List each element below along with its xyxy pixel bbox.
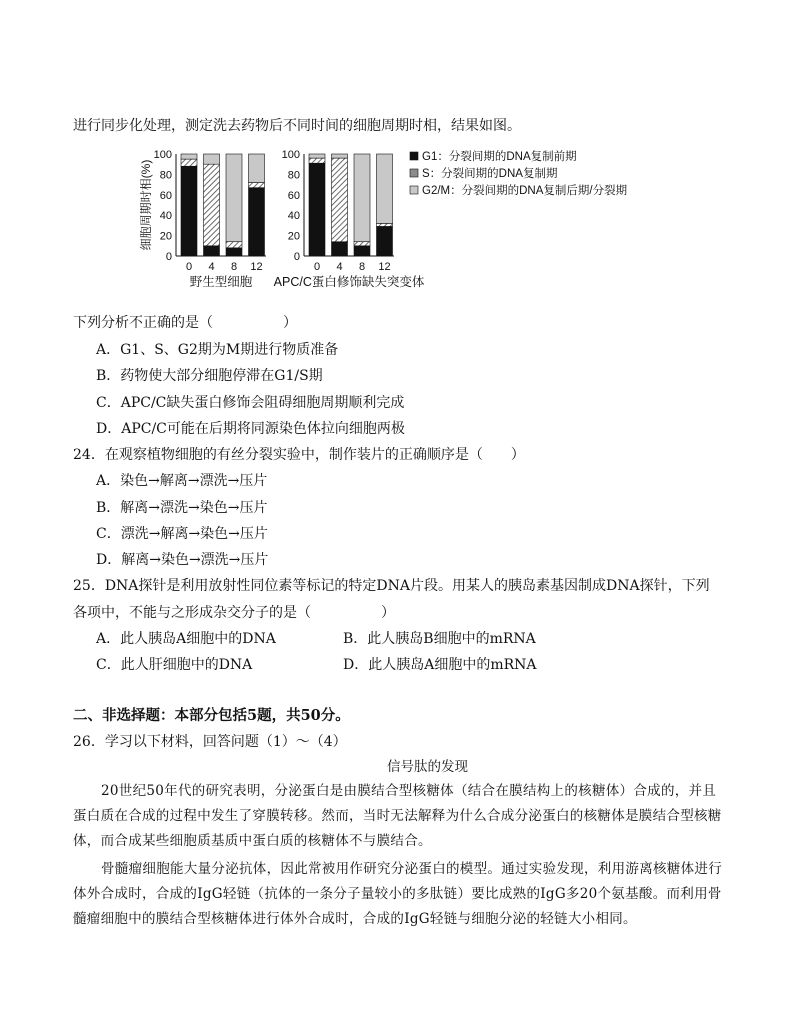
y-tick-label: 60	[159, 189, 172, 202]
bar-segment	[226, 248, 242, 256]
q24-option-c: C．漂洗→解离→染色→压片	[96, 526, 268, 542]
q23-option-b: B．药物使大部分细胞停滞在G1/S期	[96, 368, 323, 384]
x-tick-label: 4	[208, 261, 215, 273]
x-tick-label: 8	[358, 261, 366, 273]
q24-option-d: D．解离→染色→漂洗→压片	[96, 552, 269, 568]
section-heading: 二、非选择题：本部分包括5题，共50分。	[73, 707, 350, 724]
bar-segment	[354, 242, 370, 246]
q23-option-a: A．G1、S、G2期为M期进行物质准备	[96, 342, 339, 358]
x-tick-label: 12	[378, 261, 391, 273]
bar-segment	[204, 154, 220, 164]
q23-option-d: D．APC/C可能在后期将同源染色体拉向细胞两极	[96, 421, 405, 437]
cell-cycle-chart-svg	[140, 142, 680, 302]
article-paragraph-2: 骨髓瘤细胞能大量分泌抗体，因此常被用作研究分泌蛋白的模型。通过实验发现，利用游离核糖体进行体外合成时，合成的IgG轻链（抗体的一条分子量较小的多肽链）要比成熟的IgG多20个氨基酸。而利用骨髓瘤细胞中的膜结合型核糖体进行体外合成时，合成的IgG轻链与细胞分泌的轻链大小相同。	[73, 861, 722, 927]
y-tick-label: 100	[281, 149, 300, 161]
x-tick-label: 8	[230, 261, 238, 273]
chart-panel-1	[140, 149, 266, 289]
legend	[410, 149, 628, 197]
q26-stem: 26．学习以下材料，回答问题（1）～（4）	[73, 734, 347, 750]
y-tick-label: 0	[165, 251, 172, 263]
q25-option-c: C．此人肝细胞中的DNA	[96, 657, 253, 673]
legend-label: G2/M：分裂间期的DNA复制后期/分裂期	[422, 185, 628, 197]
y-tick-label: 20	[287, 230, 300, 243]
legend-label: S：分裂间期的DNA复制期	[422, 168, 558, 180]
legend-swatch	[410, 152, 418, 160]
bar-segment	[226, 154, 242, 242]
bar-segment	[309, 158, 325, 163]
bar-segment	[354, 154, 370, 242]
bar-segment	[204, 246, 220, 256]
q24-stem: 24．在观察植物细胞的有丝分裂实验中，制作装片的正确顺序是（ ）	[73, 447, 525, 463]
bar-segment	[332, 154, 348, 158]
article-paragraph-1: 20世纪50年代的研究表明，分泌蛋白是由膜结合型核糖体（结合在膜结构上的核糖体）合成的，并且蛋白质在合成的过程中发生了穿膜转移。然而，当时无法解释为什么合成分泌蛋白的核糖体是膜结合型核糖体，而合成某些细胞质基质中蛋白质的核糖体不与膜结合。	[73, 783, 722, 849]
y-axis-label: 细胞周期时相(%)	[140, 159, 153, 251]
y-tick-label: 100	[153, 149, 172, 161]
q23-stem: 下列分析不正确的是（ ）	[73, 315, 297, 331]
y-tick-label: 0	[293, 251, 300, 263]
bar-segment	[181, 154, 197, 159]
bar-segment	[377, 223, 393, 226]
legend-swatch	[410, 169, 418, 177]
chart-panel-2	[274, 149, 425, 289]
cell-cycle-figure	[140, 142, 680, 302]
q25-option-d: D．此人胰岛A细胞中的mRNA	[343, 657, 537, 673]
panel-title: 野生型细胞	[189, 275, 253, 289]
x-tick-label: 0	[185, 261, 193, 273]
bar-segment	[309, 163, 325, 256]
x-tick-label: 4	[336, 261, 343, 273]
legend-label: G1：分裂间期的DNA复制前期	[422, 151, 577, 163]
bar-segment	[204, 164, 220, 246]
bar-segment	[309, 154, 325, 158]
bar-segment	[226, 242, 242, 248]
bar-segment	[249, 154, 265, 183]
bar-segment	[354, 246, 370, 256]
article-title: 信号肽的发现	[387, 759, 468, 775]
q25-stem-line2: 各项中，不能与之形成杂交分子的是（ ）	[73, 605, 395, 621]
q25-option-a: A．此人胰岛A细胞中的DNA	[96, 631, 276, 647]
bar-segment	[181, 166, 197, 256]
bar-segment	[332, 158, 348, 242]
panel-title: APC/C蛋白修饰缺失突变体	[273, 275, 425, 289]
y-tick-label: 60	[287, 189, 300, 202]
bar-segment	[181, 159, 197, 166]
q23-option-c: C．APC/C缺失蛋白修饰会阻碍细胞周期顺利完成	[96, 395, 405, 411]
x-tick-label: 0	[313, 261, 321, 273]
q24-option-b: B．解离→漂洗→染色→压片	[96, 500, 268, 516]
y-tick-label: 40	[287, 210, 300, 223]
legend-swatch	[410, 186, 418, 194]
y-tick-label: 80	[287, 169, 300, 182]
bar-segment	[377, 226, 393, 256]
bar-segment	[377, 154, 393, 223]
y-tick-label: 80	[159, 169, 172, 182]
bar-segment	[249, 183, 265, 188]
bar-segment	[249, 188, 265, 256]
q24-option-a: A．染色→解离→漂洗→压片	[96, 473, 268, 489]
intro-line: 进行同步化处理，测定洗去药物后不同时间的细胞周期时相，结果如图。	[73, 118, 521, 134]
x-tick-label: 12	[250, 261, 263, 273]
y-tick-label: 20	[159, 230, 172, 243]
q25-stem-line1: 25．DNA探针是利用放射性同位素等标记的特定DNA片段。用某人的胰岛素基因制成DNA探针，下列	[73, 578, 710, 594]
bar-segment	[332, 242, 348, 256]
y-tick-label: 40	[159, 210, 172, 223]
q25-option-b: B．此人胰岛B细胞中的mRNA	[343, 631, 536, 647]
